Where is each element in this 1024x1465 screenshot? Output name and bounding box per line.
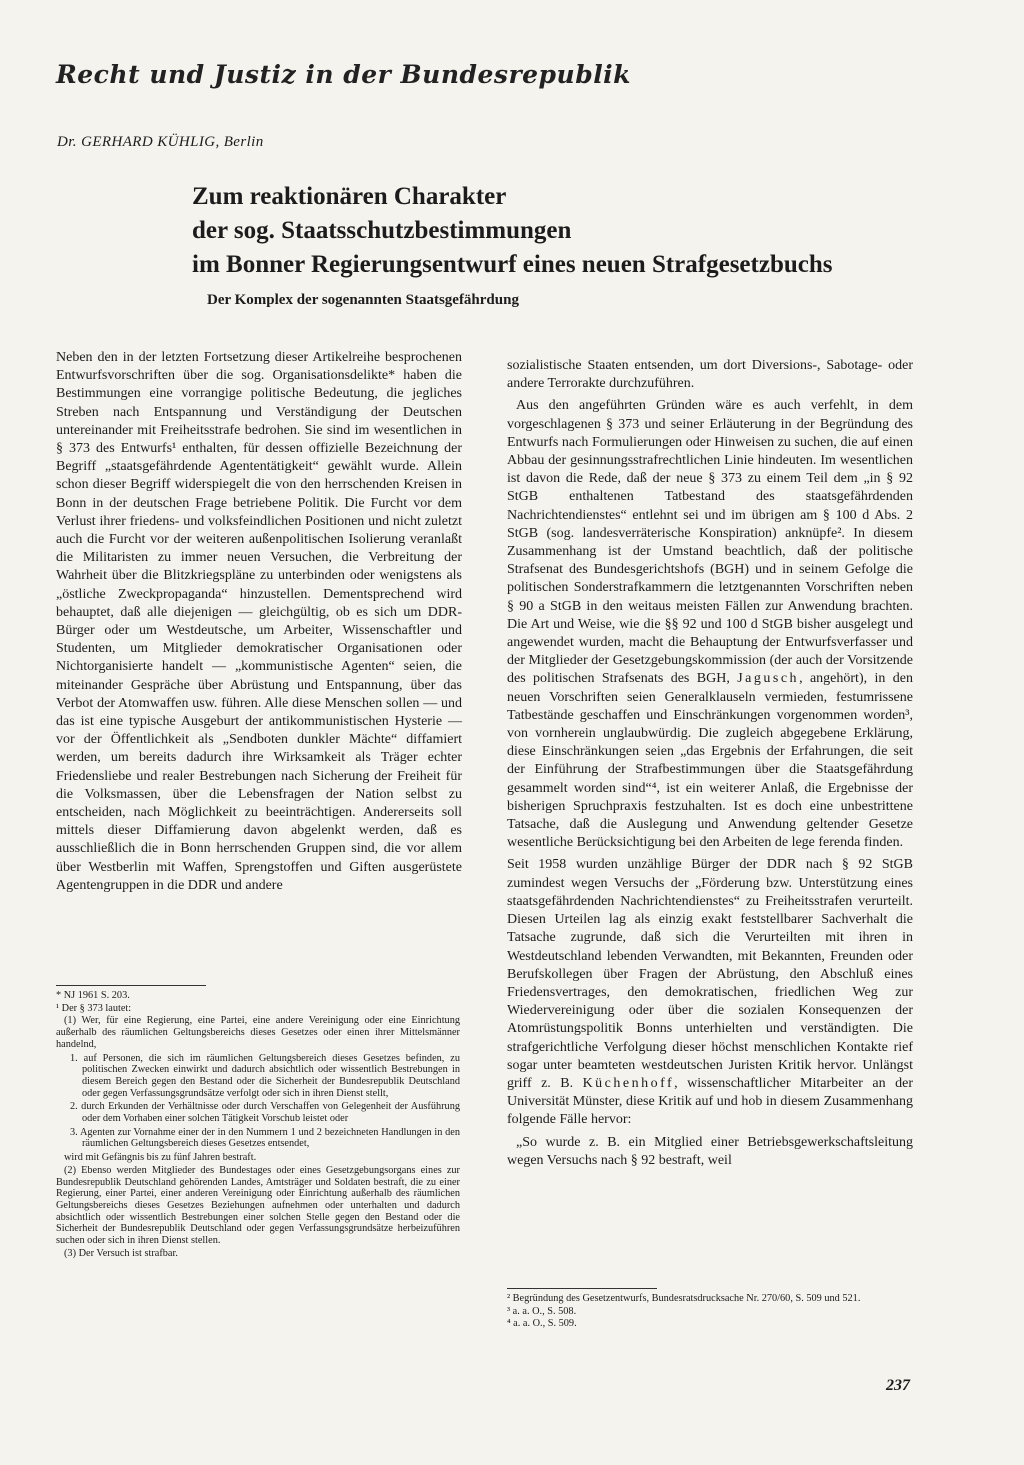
footnote-divider — [507, 1288, 657, 1289]
paragraph-text: , angehört), in den neuen Vorschriften seien Generalklauseln vermieden, festumrissene Tatbestände geschaffen und Einschränkungen vorgenommen worden³, von vornherein unglaubwürdig. Die zugleich abgegebene Erklärung, diese Einschränkungen seien „das Ergebnis der Erfahrungen, die seit der Einführung der Strafbestimmungen über die Staatsgefährdung gesammelt worden sind“⁴, ist ein weiterer Anlaß, die Ergebnisse der bisherigen Spruchpraxis festzuhalten. Ist es doch eine unbestrittene Tatsache, daß die Auslegung und Anwendung geltender Gesetze wesentliche Berücksichtigung bei den Arbeiten de lege ferenda finden. — [507, 671, 913, 851]
footnote-1-intro: ¹ Der § 373 lautet: — [56, 1002, 132, 1014]
page-number: 237 — [886, 1377, 910, 1394]
author-byline: Dr. GERHARD KÜHLIG, Berlin — [57, 134, 264, 150]
paragraph: sozialistische Staaten entsenden, um dort Diversions-, Sabotage- oder andere Terrorakte durchzuführen. — [507, 358, 913, 392]
footnote-1-paragraph-1: (1) Wer, für eine Regierung, eine Partei, eine andere Vereinigung oder eine Einrichtung außerhalb des räumlichen Geltungsbereichs dieses Gesetzes oder einen ihrer Mittelsmänner handelnd, — [56, 1015, 460, 1050]
footnotes-left — [56, 990, 460, 1260]
footnote-star: * NJ 1961 S. 203. — [56, 990, 130, 1001]
person-name: Küchenhoff — [582, 1075, 675, 1091]
article-title — [192, 180, 952, 282]
paragraph-text: In diesem Zusammenhang ist der Umstand beachtlich, daß der politische Strafsenat des Bundesgerichtshofs (BGH) und in seinem Gefolge die politischen Sonderstrafkammern die letztgenannten Vorschriften neben § 90 a StGB in den weitaus meisten Fällen zur Anwendung brachten. Die Art und Weise, wie die §§ 92 und 100 d StGB bisher ausgelegt und angewendet wurden, macht die Behauptung der Entwurfsverfasser und der Mitglieder der Gesetzgebungskommission (der auch der Vorsitzende des politischen Strafsenats des BGH, — [507, 525, 913, 687]
footnote-4: ⁴ a. a. O., S. 509. — [507, 1318, 577, 1330]
quotation: „So wurde z. B. ein Mitglied einer Betriebsgewerkschaftsleitung wegen Versuchs nach § 92 bestraft, weil — [507, 1134, 913, 1168]
footnote-1-paragraph-3: (3) Der Versuch ist strafbar. — [64, 1247, 178, 1259]
footnotes-right — [507, 1293, 913, 1331]
article-subtitle: Der Komplex der sogenannten Staatsgefährdung — [207, 292, 519, 308]
title-line-3: im Bonner Regierungsentwurf eines neuen Strafgesetzbuchs — [192, 251, 833, 278]
title-line-1: Zum reaktionären Charakter — [192, 183, 507, 210]
footnote-1-paragraph-2: (2) Ebenso werden Mitglieder des Bundestages oder eines Gesetzgebungsorgans eines zur Bundesrepublik Deutschland gehörenden Landes, Amtsträger und Soldaten bestraft, die zu einer Regierung, einer Partei, einer anderen Vereinigung oder Einrichtung außerhalb des räumlichen Geltungsbereichs dieses Gesetzes Beziehungen aufnehmen oder unterhalten und dadurch absichtlich oder wissentlich Bestrebungen einer solchen Stelle gegen den Bestand oder die Sicherheit der Bundesrepublik Deutschland oder gegen Verfassungsgrundsätze herbeizuführen suchen oder sich in ihren Dienst stellen. — [56, 1164, 460, 1247]
left-column — [56, 349, 462, 899]
paragraph-text: , wissenschaftlicher Mitarbeiter an der Universität Münster, diese Kritik auf und hob in diesem Zusammenhang folgende Fälle hervor: — [507, 1075, 913, 1128]
footnote-1-item-tail: wird mit Gefängnis bis zu fünf Jahren bestraft. — [64, 1152, 257, 1164]
paragraph-text: Aus den angeführten Gründen wäre es auch verfehlt, in dem vorgeschlagenen § 373 und seiner Erläuterung in der Begründung des Entwurfs nach Formulierungen oder Hinweisen zu suchen, die auf einen Abbau der gesinnungsstrafrechtlichen Linie hindeuten. Im wesentlichen ist davon die Rede, daß der neue § 373 zu einem Teil dem „in § 92 StGB enthaltenen Tatbestand des staatsgefährdenden Nachrichtendienstes“ entlehnt sei und im übrigen am § 100 d Abs. 2 StGB (sog. landesverräterische Konspiration) anknüpfe². — [507, 398, 913, 541]
right-column — [507, 357, 913, 1174]
paragraph — [507, 856, 913, 1129]
footnote-2: ² Begründung des Gesetzentwurfs, Bundesratsdrucksache Nr. 270/60, S. 509 und 521. — [507, 1293, 861, 1304]
footnote-divider — [56, 985, 206, 986]
footnote-1-item: 3. Agenten zur Vornahme einer der in den Nummern 1 und 2 bezeichneten Handlungen in den räumlichen Geltungsbereich dieses Gesetzes entsendet, — [70, 1126, 460, 1150]
footnote-1-item: 2. durch Erkunden der Verhältnisse oder durch Verschaffen von Gelegenheit der Ausführung oder dem Vorhaben einer solchen Tätigkeit Vorschub leistet oder — [70, 1101, 460, 1125]
person-name: Jagusch — [737, 671, 800, 687]
paragraph-text: Seit 1958 wurden unzählige Bürger der DDR nach § 92 StGB zumindest wegen Versuchs der „Förderung bzw. Unterstützung eines staatsgefährdenden Nachrichtendienstes“ zu Freiheitsstrafen verurteilt. Diesen Urteilen lag als einzig exakt feststellbarer Sachverhalt die Tatsache zugrunde, daß sich die Verurteilten mit ihren in Westdeutschland lebenden Verwandten, mit Bekannten, Freunden oder Berufskollegen über Fragen der Abrüstung, den Abschluß eines Friedensvertrages, den demokratischen, friedlichen Weg zur Wiedervereinigung oder über die sozialen Konsequenzen der Atomrüstungspolitik Bonns unterhielten und verständigten. Die strafgerichtliche Verfolgung dieser höchst menschlichen Kontakte rief sogar unter beamteten westdeutschen Juristen Kritik hervor. Unlängst griff z. B. — [507, 857, 913, 1091]
paragraph: Neben den in der letzten Fortsetzung dieser Artikelreihe besprochenen Entwurfsvorschriften über die sog. Organisationsdelikte* haben die Bestimmungen eine vorrangige politische Bedeutung, die jegliches Streben nach Entspannung und Verständigung der Deutschen untereinander mit Freiheitsstrafe bedrohen. Sie sind im wesentlichen in § 373 des Entwurfs¹ enthalten, für dessen offizielle Bezeichnung der Begriff „staatsgefährdende Agententätigkeit“ gewählt wurde. Allein schon dieser Begriff widerspiegelt die von den herrschenden Kreisen in Bonn in der deutschen Frage betriebene Politik. Die Furcht vor dem Verlust ihrer friedens- und volksfeindlichen Positionen und nicht zuletzt auch die Furcht vor der weiteren außenpolitischen Isolierung veranlaßt die Militaristen zu immer neuen Versuchen, die Verbreitung der Wahrheit über die Blitzkriegspläne zu unterbinden oder wenigstens als „östliche Zweckpropaganda“ hinzustellen. Dementsprechend wird behauptet, daß alle diejenigen — gleichgültig, ob es sich um DDR-Bürger oder um Westdeutsche, um Arbeiter, Wissenschaftler und Studenten, um Mitglieder demokratischer Organisationen oder Nichtorganisierte handelt — „kommunistische Agenten“ seien, die miteinander Gespräche über Abrüstung und Entspannung, über das Verbot der Atomwaffen usw. führen. Alle diese Menschen sollen — und das ist eine typische Ausgeburt der antikommunistischen Hysterie — vor der Öffentlichkeit als „Sendboten dunkler Mächte“ diffamiert werden, um bereits dadurch ihre Wirksamkeit als Träger echter Friedensliebe und realer Bestrebungen nach Sicherung der Freiheit für die Volksmassen, über die Lebensfragen der Nation selbst zu entscheiden, nach Möglichkeit zu beeinträchtigen. Andererseits soll mittels dieser Diffamierung davon abgelenkt werden, daß es ausschließlich die in Bonn herrschenden Gruppen sind, die vor allem über Westberlin mit Waffen, Sprengstoffen und Giften ausgerüstete Agentengruppen in die DDR und andere — [56, 350, 462, 893]
title-line-2: der sog. Staatsschutzbestimmungen — [192, 217, 572, 244]
footnote-1-item: 1. auf Personen, die sich im räumlichen Geltungsbereich dieses Gesetzes befinden, zu politischen Zwecken einwirkt und dadurch absichtlich oder wissentlich Bestrebungen in diesem Bereich gegen den Bestand oder die Sicherheit der Bundesrepublik Deutschland oder gegen Verfassungsgrundsätze verfolgt oder sich in ihren Dienst stellt, — [70, 1052, 460, 1099]
footnote-3: ³ a. a. O., S. 508. — [507, 1305, 577, 1317]
paragraph — [507, 397, 913, 852]
section-heading: Recht und Justiz in der Bundesrepublik — [56, 60, 632, 89]
